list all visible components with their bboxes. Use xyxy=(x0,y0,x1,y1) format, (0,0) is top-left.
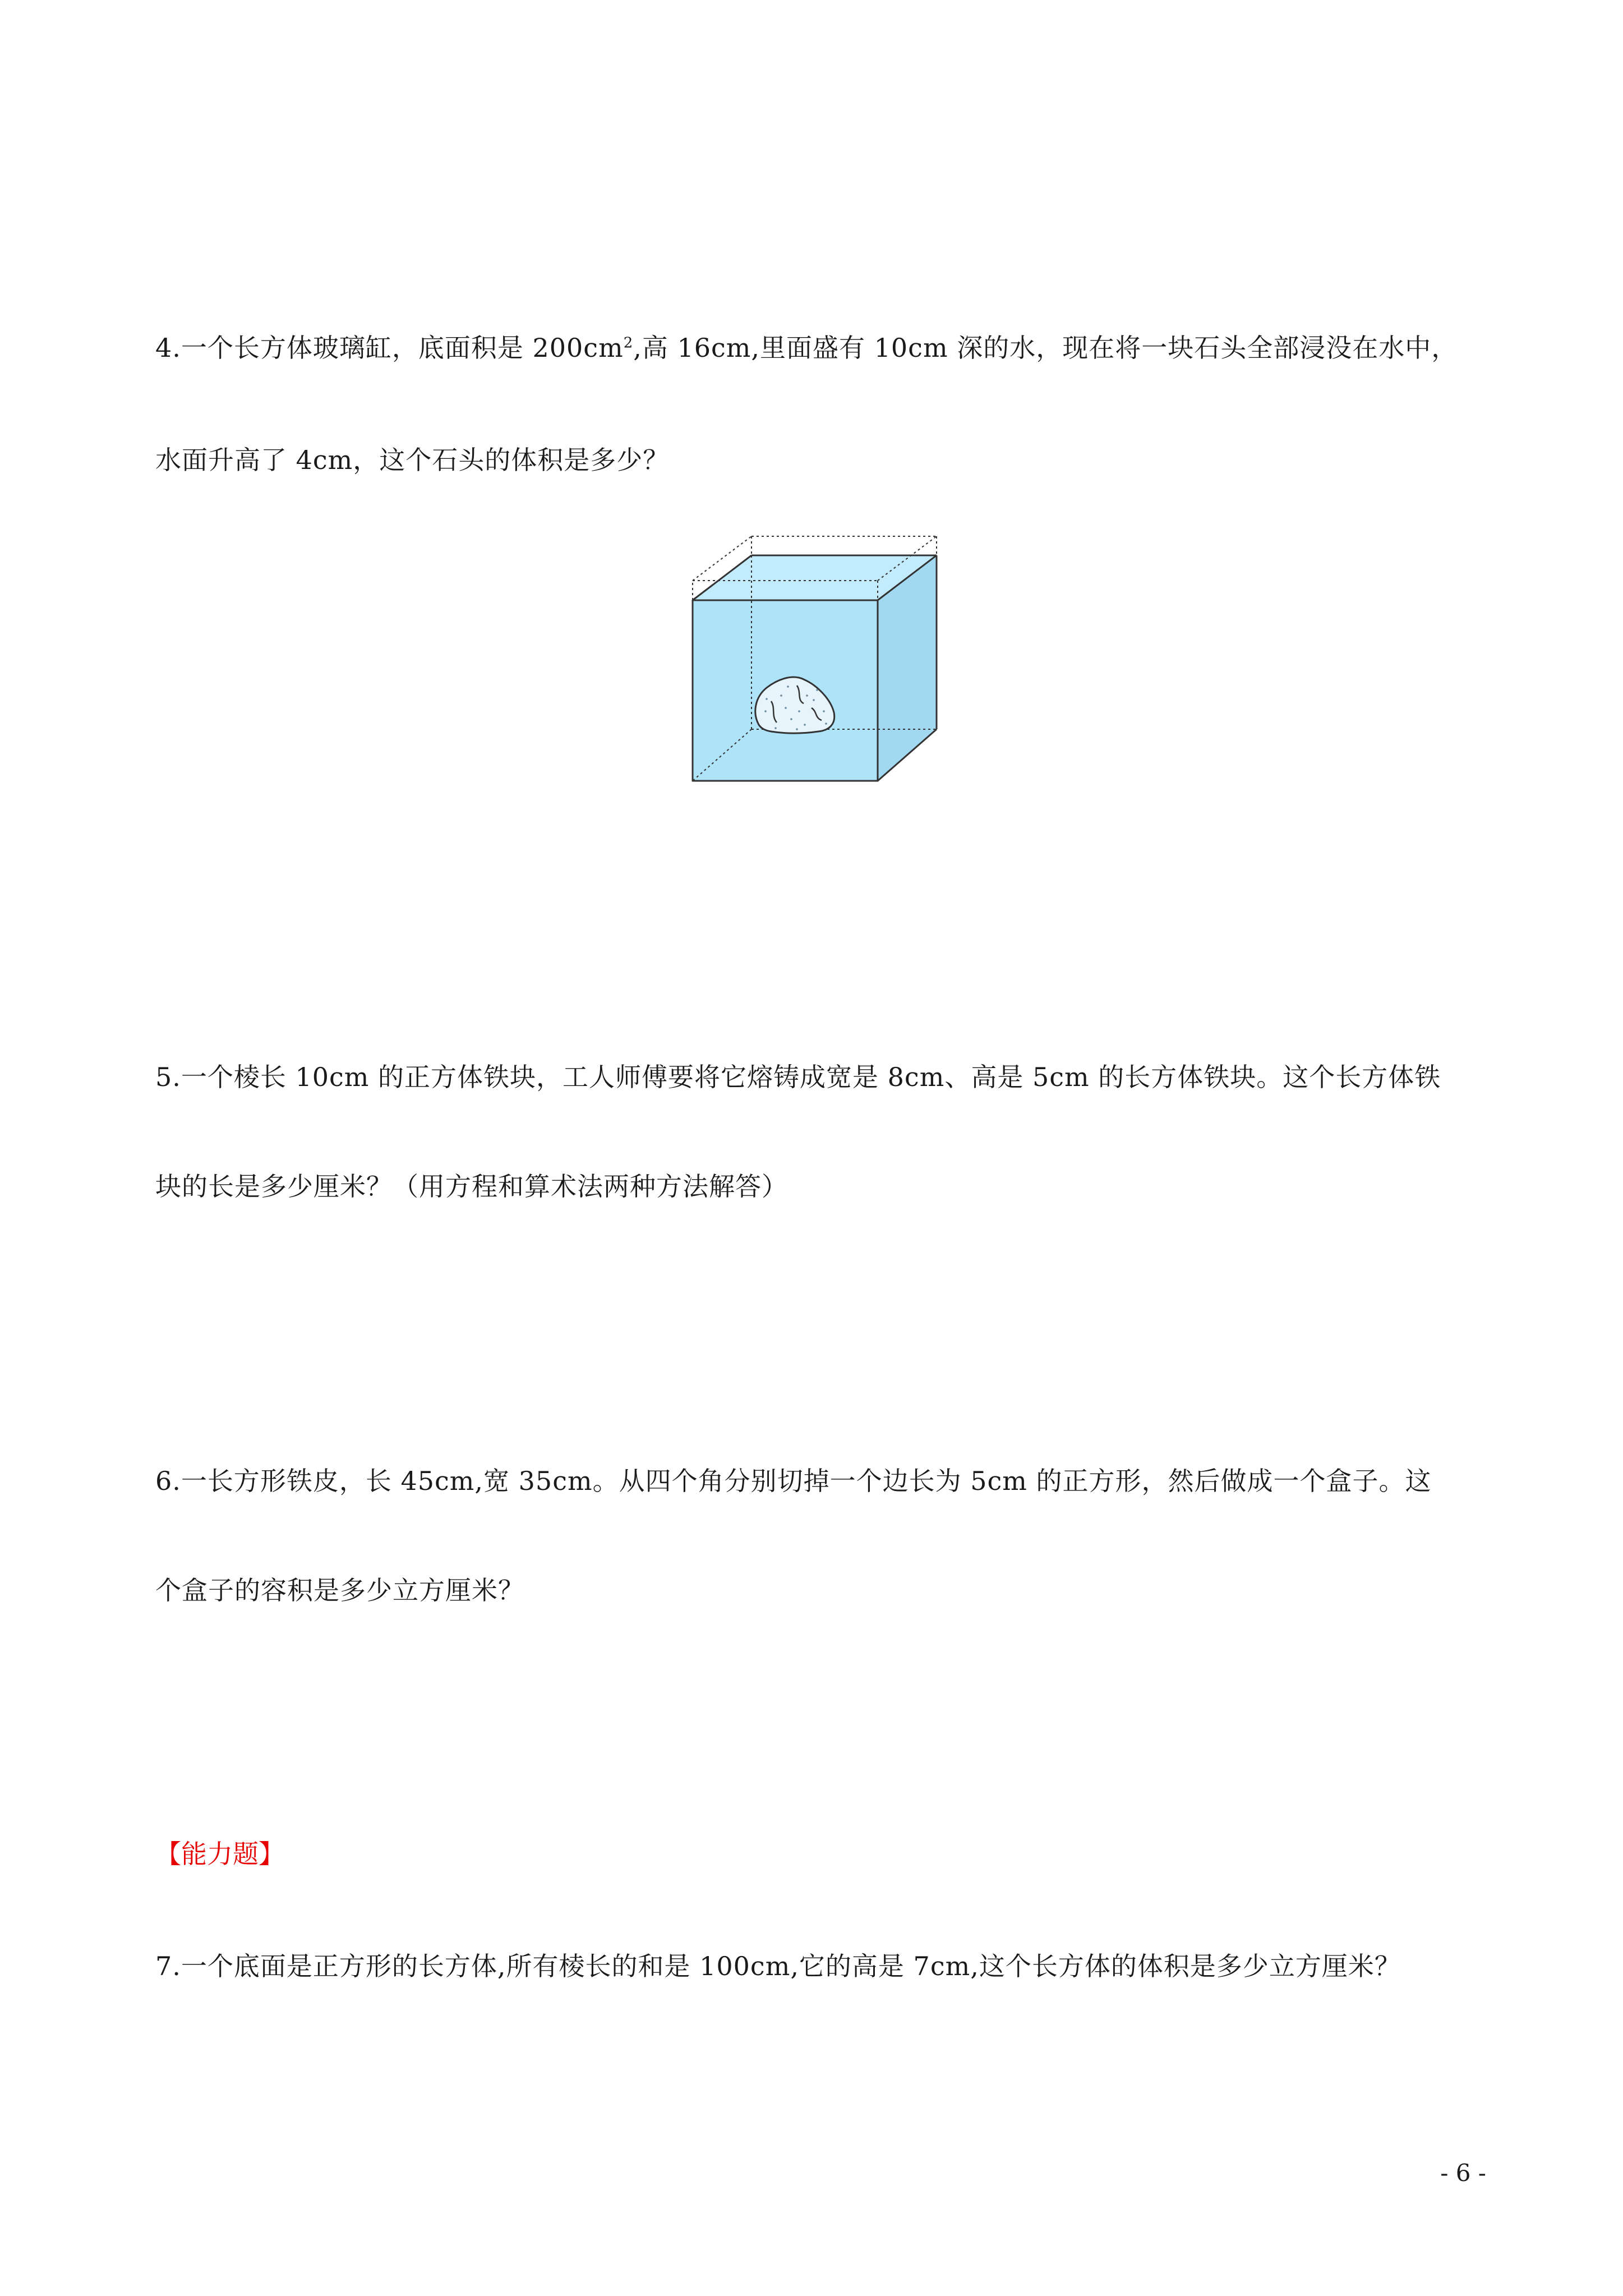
question-4-text-b: ,高 16cm,里面盛有 10cm 深的水，现在将一块石头全部浸没在水中， xyxy=(633,333,1458,363)
question-5-line-2: 块的长是多少厘米？（用方程和算术法两种方法解答） xyxy=(155,1171,788,1202)
section-heading-ability: 【能力题】 xyxy=(155,1839,284,1869)
question-6-line-2: 个盒子的容积是多少立方厘米？ xyxy=(155,1575,524,1605)
question-7-line-1: 7.一个底面是正方形的长方体,所有棱长的和是 100cm,它的高是 7cm,这个长方体的体积是多少立方厘米？ xyxy=(155,1951,1401,1981)
question-4-text-a: 4.一个长方体玻璃缸，底面积是 200cm xyxy=(155,333,624,363)
page-number: - 6 - xyxy=(1440,2159,1486,2187)
glass-tank-with-stone-icon xyxy=(687,533,945,785)
question-4-line-1 xyxy=(155,331,1458,365)
question-5-line-1: 5.一个棱长 10cm 的正方体铁块，工人师傅要将它熔铸成宽是 8cm、高是 5cm 的长方体铁块。这个长方体铁 xyxy=(155,1062,1441,1092)
question-4-superscript: 2 xyxy=(623,334,634,352)
question-6-line-1: 6.一长方形铁皮，长 45cm,宽 35cm。从四个角分别切掉一个边长为 5cm 的正方形，然后做成一个盒子。这 xyxy=(155,1466,1432,1496)
question-4-line-2: 水面升高了 4cm，这个石头的体积是多少？ xyxy=(155,445,670,475)
